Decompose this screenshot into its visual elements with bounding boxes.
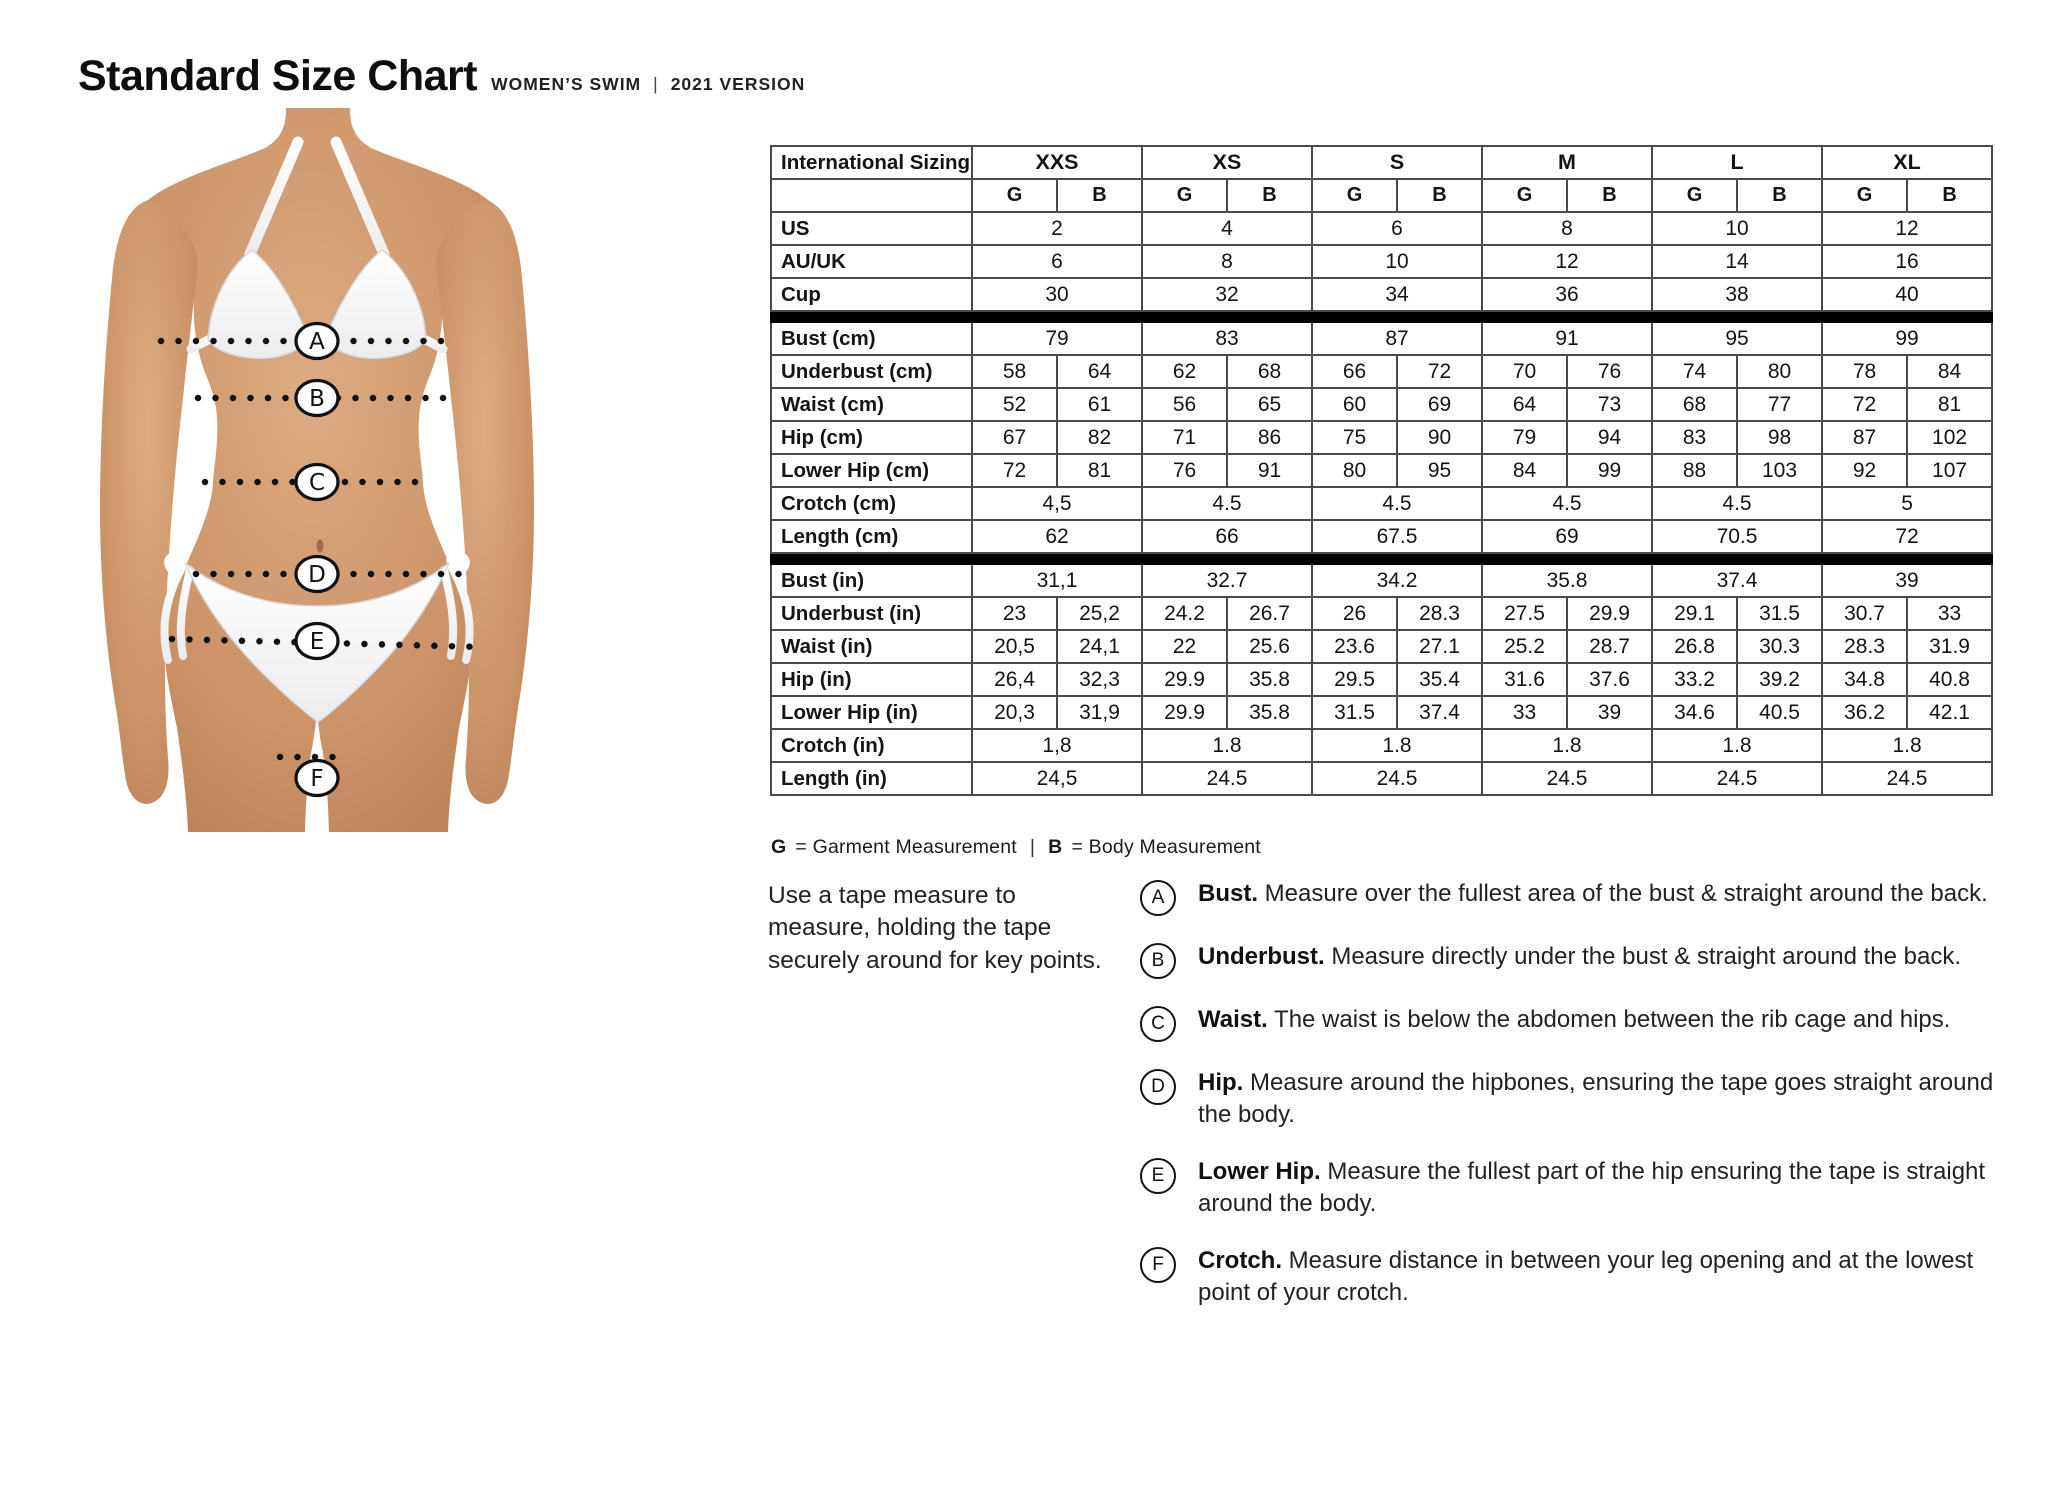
size-value-cell: 28.3 bbox=[1822, 630, 1907, 663]
size-value-cell: 20,5 bbox=[972, 630, 1057, 663]
size-value-cell: 92 bbox=[1822, 454, 1907, 487]
size-value-cell: 29.9 bbox=[1567, 597, 1652, 630]
table-row bbox=[771, 421, 1992, 454]
size-value-cell: 29.5 bbox=[1312, 663, 1397, 696]
row-label: Underbust (in) bbox=[771, 597, 972, 630]
svg-text:F: F bbox=[310, 766, 324, 792]
size-value-cell: 72 bbox=[1822, 388, 1907, 421]
size-value-cell: 69 bbox=[1482, 520, 1652, 553]
size-value-cell: 34.6 bbox=[1652, 696, 1737, 729]
size-value-cell: 27.1 bbox=[1397, 630, 1482, 663]
definition-description: Measure directly under the bust & straight around the back. bbox=[1331, 943, 1962, 970]
sub-header-g: G bbox=[1822, 179, 1907, 212]
row-label: Length (in) bbox=[771, 762, 972, 795]
size-header-l: L bbox=[1652, 146, 1822, 179]
legend-b-abbr: B bbox=[1048, 836, 1063, 858]
size-value-cell: 91 bbox=[1482, 322, 1652, 355]
size-value-cell: 70 bbox=[1482, 355, 1567, 388]
size-value-cell: 84 bbox=[1482, 454, 1567, 487]
row-label: Lower Hip (in) bbox=[771, 696, 972, 729]
size-value-cell: 5 bbox=[1822, 487, 1992, 520]
measurement-definitions bbox=[1140, 878, 2020, 1308]
size-value-cell: 12 bbox=[1822, 212, 1992, 245]
sub-header-g: G bbox=[972, 179, 1057, 212]
row-label: Cup bbox=[771, 278, 972, 311]
size-value-cell: 79 bbox=[1482, 421, 1567, 454]
definition-entry-e bbox=[1140, 1156, 2020, 1220]
page-subtitle bbox=[491, 74, 805, 95]
definition-entry-d bbox=[1140, 1067, 2020, 1131]
size-value-cell: 84 bbox=[1907, 355, 1992, 388]
size-value-cell: 86 bbox=[1227, 421, 1312, 454]
size-value-cell: 31,1 bbox=[972, 564, 1142, 597]
marker-lower-hip bbox=[296, 624, 338, 659]
size-value-cell: 40 bbox=[1822, 278, 1992, 311]
size-table-body bbox=[771, 212, 1992, 795]
size-value-cell: 32,3 bbox=[1057, 663, 1142, 696]
size-value-cell: 24.5 bbox=[1652, 762, 1822, 795]
size-value-cell: 102 bbox=[1907, 421, 1992, 454]
gb-header-row bbox=[771, 179, 1992, 212]
size-value-cell: 33 bbox=[1482, 696, 1567, 729]
size-value-cell: 35.8 bbox=[1482, 564, 1652, 597]
size-value-cell: 80 bbox=[1312, 454, 1397, 487]
size-value-cell: 39 bbox=[1567, 696, 1652, 729]
size-value-cell: 4.5 bbox=[1312, 487, 1482, 520]
size-value-cell: 25,2 bbox=[1057, 597, 1142, 630]
size-value-cell: 87 bbox=[1822, 421, 1907, 454]
size-value-cell: 66 bbox=[1142, 520, 1312, 553]
size-header-s: S bbox=[1312, 146, 1482, 179]
size-value-cell: 24.5 bbox=[1312, 762, 1482, 795]
size-value-cell: 29.9 bbox=[1142, 696, 1227, 729]
size-value-cell: 25.6 bbox=[1227, 630, 1312, 663]
row-label: US bbox=[771, 212, 972, 245]
size-value-cell: 91 bbox=[1227, 454, 1312, 487]
size-value-cell: 39 bbox=[1822, 564, 1992, 597]
table-row bbox=[771, 355, 1992, 388]
sub-header-g: G bbox=[1312, 179, 1397, 212]
size-value-cell: 30.7 bbox=[1822, 597, 1907, 630]
svg-text:C: C bbox=[308, 470, 326, 496]
size-value-cell: 78 bbox=[1822, 355, 1907, 388]
size-value-cell: 26.8 bbox=[1652, 630, 1737, 663]
table-row bbox=[771, 520, 1992, 553]
measurement-figure bbox=[80, 108, 570, 832]
size-value-cell: 36 bbox=[1482, 278, 1652, 311]
size-value-cell: 36.2 bbox=[1822, 696, 1907, 729]
sub-header-b: B bbox=[1397, 179, 1482, 212]
size-value-cell: 24.5 bbox=[1482, 762, 1652, 795]
size-value-cell: 37.6 bbox=[1567, 663, 1652, 696]
size-value-cell: 37.4 bbox=[1652, 564, 1822, 597]
size-value-cell: 72 bbox=[1822, 520, 1992, 553]
size-value-cell: 26 bbox=[1312, 597, 1397, 630]
size-value-cell: 74 bbox=[1652, 355, 1737, 388]
navel bbox=[317, 540, 324, 553]
size-value-cell: 8 bbox=[1142, 245, 1312, 278]
table-row bbox=[771, 729, 1992, 762]
size-value-cell: 4,5 bbox=[972, 487, 1142, 520]
table-row bbox=[771, 663, 1992, 696]
size-value-cell: 24,1 bbox=[1057, 630, 1142, 663]
table-row bbox=[771, 762, 1992, 795]
definition-term: Hip. bbox=[1198, 1069, 1244, 1096]
tape-measure-instructions: Use a tape measure to measure, holding the tape securely around for key points. bbox=[768, 882, 1102, 974]
size-value-cell: 10 bbox=[1652, 212, 1822, 245]
size-value-cell: 99 bbox=[1567, 454, 1652, 487]
size-value-cell: 29.9 bbox=[1142, 663, 1227, 696]
size-value-cell: 6 bbox=[972, 245, 1142, 278]
svg-text:D: D bbox=[308, 562, 326, 588]
size-value-cell: 61 bbox=[1057, 388, 1142, 421]
subtitle-divider: | bbox=[653, 74, 659, 94]
definition-letter-badge: E bbox=[1140, 1158, 1176, 1194]
size-value-cell: 67 bbox=[972, 421, 1057, 454]
definition-description: Measure over the fullest area of the bust & straight around the back. bbox=[1264, 880, 1988, 907]
size-header-xs: XS bbox=[1142, 146, 1312, 179]
size-value-cell: 24.5 bbox=[1142, 762, 1312, 795]
size-value-cell: 1.8 bbox=[1142, 729, 1312, 762]
size-value-cell: 20,3 bbox=[972, 696, 1057, 729]
sub-header-g: G bbox=[1142, 179, 1227, 212]
size-value-cell: 66 bbox=[1312, 355, 1397, 388]
definition-letter-badge: A bbox=[1140, 880, 1176, 916]
size-value-cell: 27.5 bbox=[1482, 597, 1567, 630]
definition-entry-f bbox=[1140, 1245, 2020, 1309]
row-label: Underbust (cm) bbox=[771, 355, 972, 388]
table-row bbox=[771, 388, 1992, 421]
size-value-cell: 71 bbox=[1142, 421, 1227, 454]
size-value-cell: 26.7 bbox=[1227, 597, 1312, 630]
size-header-xxs: XXS bbox=[972, 146, 1142, 179]
size-value-cell: 39.2 bbox=[1737, 663, 1822, 696]
size-value-cell: 1.8 bbox=[1652, 729, 1822, 762]
size-value-cell: 12 bbox=[1482, 245, 1652, 278]
legend-g-text: = Garment Measurement bbox=[795, 836, 1017, 858]
table-header-row bbox=[771, 146, 1992, 179]
definition-term: Bust. bbox=[1198, 880, 1258, 907]
legend-g-abbr: G bbox=[771, 836, 787, 858]
size-value-cell: 76 bbox=[1142, 454, 1227, 487]
size-value-cell: 32.7 bbox=[1142, 564, 1312, 597]
size-value-cell: 83 bbox=[1652, 421, 1737, 454]
definition-term: Underbust. bbox=[1198, 943, 1325, 970]
size-value-cell: 77 bbox=[1737, 388, 1822, 421]
definition-text bbox=[1198, 1004, 1950, 1036]
marker-waist bbox=[296, 465, 338, 500]
size-value-cell: 35.8 bbox=[1227, 663, 1312, 696]
size-value-cell: 24,5 bbox=[972, 762, 1142, 795]
size-value-cell: 1.8 bbox=[1822, 729, 1992, 762]
size-value-cell: 32 bbox=[1142, 278, 1312, 311]
definition-text bbox=[1198, 941, 1961, 973]
table-row bbox=[771, 696, 1992, 729]
size-value-cell: 16 bbox=[1822, 245, 1992, 278]
size-value-cell: 98 bbox=[1737, 421, 1822, 454]
size-table-area bbox=[770, 145, 1991, 796]
size-value-cell: 33 bbox=[1907, 597, 1992, 630]
size-value-cell: 34.2 bbox=[1312, 564, 1482, 597]
size-value-cell: 58 bbox=[972, 355, 1057, 388]
size-value-cell: 1.8 bbox=[1312, 729, 1482, 762]
definition-text bbox=[1198, 1245, 2010, 1309]
size-table-head bbox=[771, 146, 1992, 212]
size-value-cell: 4.5 bbox=[1142, 487, 1312, 520]
row-label: Waist (cm) bbox=[771, 388, 972, 421]
svg-text:E: E bbox=[309, 629, 325, 655]
size-value-cell: 8 bbox=[1482, 212, 1652, 245]
size-value-cell: 23.6 bbox=[1312, 630, 1397, 663]
size-value-cell: 95 bbox=[1652, 322, 1822, 355]
size-value-cell: 65 bbox=[1227, 388, 1312, 421]
table-row bbox=[771, 630, 1992, 663]
size-value-cell: 99 bbox=[1822, 322, 1992, 355]
section-divider-bar bbox=[771, 553, 1992, 564]
size-value-cell: 31.9 bbox=[1907, 630, 1992, 663]
definition-term: Waist. bbox=[1198, 1006, 1268, 1033]
definition-description: Measure around the hipbones, ensuring the tape goes straight around the body. bbox=[1198, 1069, 1994, 1128]
page-header bbox=[78, 52, 805, 101]
marker-bust bbox=[296, 324, 338, 359]
marker-underbust bbox=[296, 381, 338, 416]
section-divider-bar bbox=[771, 311, 1992, 322]
definition-letter-badge: D bbox=[1140, 1069, 1176, 1105]
definition-letter-badge: F bbox=[1140, 1247, 1176, 1283]
size-header-xl: XL bbox=[1822, 146, 1992, 179]
row-label: Bust (cm) bbox=[771, 322, 972, 355]
legend-b-text: = Body Measurement bbox=[1071, 836, 1261, 858]
size-header-m: M bbox=[1482, 146, 1652, 179]
row-label: Hip (in) bbox=[771, 663, 972, 696]
row-label: AU/UK bbox=[771, 245, 972, 278]
body-figure-illustration bbox=[80, 108, 570, 832]
size-value-cell: 31.5 bbox=[1312, 696, 1397, 729]
size-value-cell: 26,4 bbox=[972, 663, 1057, 696]
size-value-cell: 83 bbox=[1142, 322, 1312, 355]
size-value-cell: 31,9 bbox=[1057, 696, 1142, 729]
size-value-cell: 40.5 bbox=[1737, 696, 1822, 729]
table-row bbox=[771, 245, 1992, 278]
size-value-cell: 34.8 bbox=[1822, 663, 1907, 696]
size-value-cell: 69 bbox=[1397, 388, 1482, 421]
size-value-cell: 52 bbox=[972, 388, 1057, 421]
size-value-cell: 64 bbox=[1057, 355, 1142, 388]
page-title: Standard Size Chart bbox=[78, 52, 478, 100]
definition-text bbox=[1198, 1156, 2010, 1220]
legend-divider: | bbox=[1029, 836, 1036, 858]
size-value-cell: 62 bbox=[1142, 355, 1227, 388]
divider-cell bbox=[771, 553, 1992, 564]
size-value-cell: 103 bbox=[1737, 454, 1822, 487]
size-value-cell: 72 bbox=[972, 454, 1057, 487]
size-value-cell: 28.7 bbox=[1567, 630, 1652, 663]
size-value-cell: 68 bbox=[1227, 355, 1312, 388]
size-value-cell: 4 bbox=[1142, 212, 1312, 245]
size-value-cell: 1,8 bbox=[972, 729, 1142, 762]
size-value-cell: 10 bbox=[1312, 245, 1482, 278]
marker-hip bbox=[296, 557, 338, 592]
subtitle-version: 2021 VERSION bbox=[670, 74, 806, 94]
size-value-cell: 79 bbox=[972, 322, 1142, 355]
divider-cell bbox=[771, 311, 1992, 322]
table-row bbox=[771, 278, 1992, 311]
size-value-cell: 60 bbox=[1312, 388, 1397, 421]
definition-text bbox=[1198, 1067, 2010, 1131]
table-row bbox=[771, 564, 1992, 597]
size-value-cell: 68 bbox=[1652, 388, 1737, 421]
blank-corner-cell bbox=[771, 179, 972, 212]
size-value-cell: 67.5 bbox=[1312, 520, 1482, 553]
size-value-cell: 94 bbox=[1567, 421, 1652, 454]
measurement-legend bbox=[771, 836, 1261, 859]
size-value-cell: 2 bbox=[972, 212, 1142, 245]
size-value-cell: 72 bbox=[1397, 355, 1482, 388]
size-value-cell: 73 bbox=[1567, 388, 1652, 421]
row-label: Lower Hip (cm) bbox=[771, 454, 972, 487]
marker-crotch bbox=[296, 761, 338, 796]
table-row bbox=[771, 212, 1992, 245]
sub-header-b: B bbox=[1227, 179, 1312, 212]
size-value-cell: 62 bbox=[972, 520, 1142, 553]
size-value-cell: 81 bbox=[1907, 388, 1992, 421]
size-value-cell: 29.1 bbox=[1652, 597, 1737, 630]
table-row bbox=[771, 487, 1992, 520]
size-value-cell: 64 bbox=[1482, 388, 1567, 421]
sub-header-b: B bbox=[1737, 179, 1822, 212]
row-label: Hip (cm) bbox=[771, 421, 972, 454]
table-row bbox=[771, 454, 1992, 487]
size-value-cell: 6 bbox=[1312, 212, 1482, 245]
size-value-cell: 24.5 bbox=[1822, 762, 1992, 795]
definition-text bbox=[1198, 878, 1988, 910]
size-value-cell: 22 bbox=[1142, 630, 1227, 663]
definition-entry-c bbox=[1140, 1004, 2020, 1042]
size-value-cell: 82 bbox=[1057, 421, 1142, 454]
row-label: Bust (in) bbox=[771, 564, 972, 597]
size-value-cell: 42.1 bbox=[1907, 696, 1992, 729]
sub-header-g: G bbox=[1652, 179, 1737, 212]
size-value-cell: 95 bbox=[1397, 454, 1482, 487]
definition-entry-a bbox=[1140, 878, 2020, 916]
subtitle-collection: WOMEN’S SWIM bbox=[491, 74, 642, 94]
size-value-cell: 1.8 bbox=[1482, 729, 1652, 762]
size-value-cell: 31.5 bbox=[1737, 597, 1822, 630]
svg-text:B: B bbox=[309, 386, 325, 412]
size-value-cell: 107 bbox=[1907, 454, 1992, 487]
size-value-cell: 14 bbox=[1652, 245, 1822, 278]
row-label: Crotch (in) bbox=[771, 729, 972, 762]
row-label: Crotch (cm) bbox=[771, 487, 972, 520]
size-value-cell: 37.4 bbox=[1397, 696, 1482, 729]
size-value-cell: 35.4 bbox=[1397, 663, 1482, 696]
definition-letter-badge: B bbox=[1140, 943, 1176, 979]
definition-description: The waist is below the abdomen between the rib cage and hips. bbox=[1274, 1006, 1951, 1033]
size-value-cell: 30.3 bbox=[1737, 630, 1822, 663]
size-value-cell: 75 bbox=[1312, 421, 1397, 454]
size-table bbox=[770, 145, 1993, 796]
definition-description: Measure the fullest part of the hip ensuring the tape is straight around the body. bbox=[1198, 1157, 1986, 1217]
size-value-cell: 80 bbox=[1737, 355, 1822, 388]
size-value-cell: 35.8 bbox=[1227, 696, 1312, 729]
size-value-cell: 90 bbox=[1397, 421, 1482, 454]
size-value-cell: 70.5 bbox=[1652, 520, 1822, 553]
size-value-cell: 87 bbox=[1312, 322, 1482, 355]
size-value-cell: 25.2 bbox=[1482, 630, 1567, 663]
sub-header-b: B bbox=[1567, 179, 1652, 212]
size-value-cell: 30 bbox=[972, 278, 1142, 311]
size-value-cell: 56 bbox=[1142, 388, 1227, 421]
table-row bbox=[771, 597, 1992, 630]
size-value-cell: 88 bbox=[1652, 454, 1737, 487]
corner-label: International Sizing bbox=[771, 146, 972, 179]
definition-term: Crotch. bbox=[1198, 1246, 1282, 1274]
size-value-cell: 4.5 bbox=[1482, 487, 1652, 520]
definition-letter-badge: C bbox=[1140, 1006, 1176, 1042]
size-value-cell: 23 bbox=[972, 597, 1057, 630]
size-value-cell: 4.5 bbox=[1652, 487, 1822, 520]
definition-term: Lower Hip. bbox=[1198, 1157, 1321, 1185]
size-value-cell: 81 bbox=[1057, 454, 1142, 487]
size-value-cell: 28.3 bbox=[1397, 597, 1482, 630]
row-label: Length (cm) bbox=[771, 520, 972, 553]
size-value-cell: 31.6 bbox=[1482, 663, 1567, 696]
table-row bbox=[771, 322, 1992, 355]
size-value-cell: 38 bbox=[1652, 278, 1822, 311]
size-value-cell: 76 bbox=[1567, 355, 1652, 388]
svg-text:A: A bbox=[309, 329, 325, 355]
size-value-cell: 40.8 bbox=[1907, 663, 1992, 696]
definition-description: Measure distance in between your leg opening and at the lowest point of your crotch. bbox=[1198, 1246, 1974, 1306]
sub-header-b: B bbox=[1907, 179, 1992, 212]
size-value-cell: 34 bbox=[1312, 278, 1482, 311]
size-value-cell: 33.2 bbox=[1652, 663, 1737, 696]
sub-header-g: G bbox=[1482, 179, 1567, 212]
size-value-cell: 24.2 bbox=[1142, 597, 1227, 630]
row-label: Waist (in) bbox=[771, 630, 972, 663]
sub-header-b: B bbox=[1057, 179, 1142, 212]
definition-entry-b bbox=[1140, 941, 2020, 979]
